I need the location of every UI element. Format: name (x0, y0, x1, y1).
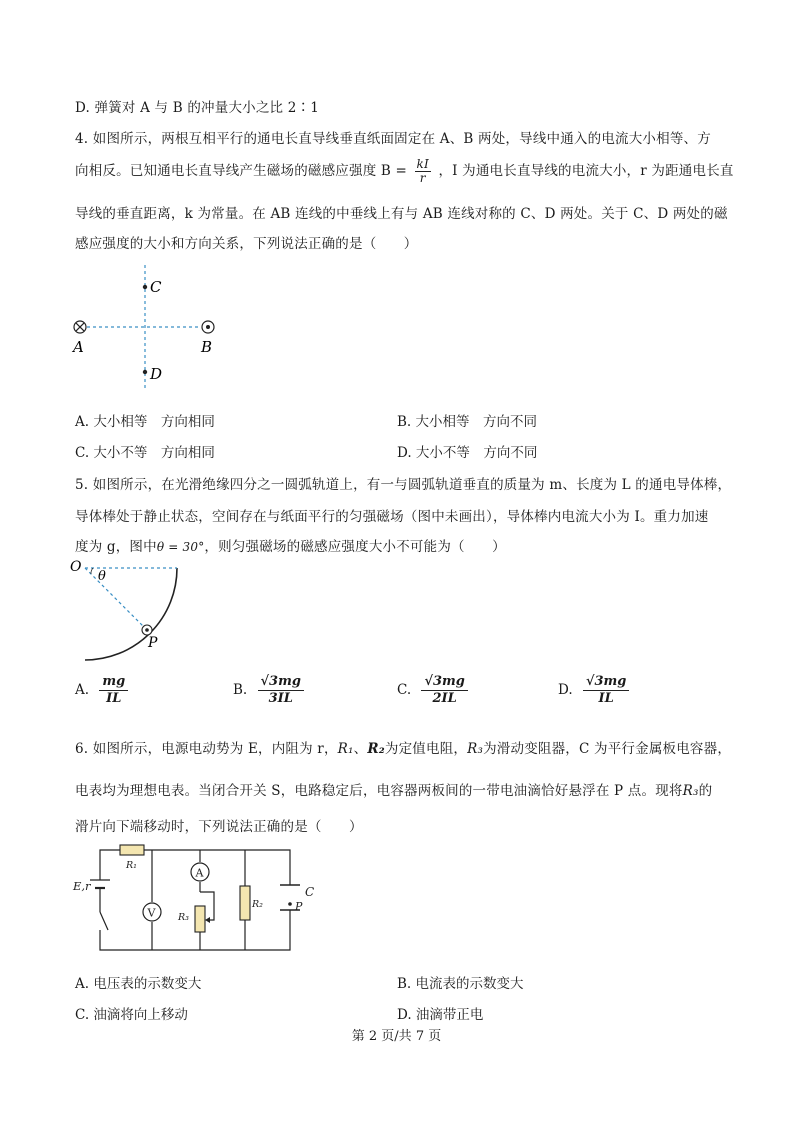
q6-line-2 (75, 779, 712, 799)
label-a: A (73, 338, 84, 356)
q5-option-a-fraction (99, 674, 128, 707)
q5-line-3-a: 度为 g，图中 (75, 539, 157, 555)
q6-r3-symbol: R₃ (467, 741, 484, 757)
q5-option-d (558, 674, 629, 707)
q4-option-d: D. 大小不等 方向不同 (397, 445, 538, 461)
label-b: B (201, 338, 213, 356)
q6-line-3: 滑片向下端移动时，下列说法正确的是（ ） (75, 819, 363, 835)
q6-option-b: B. 电流表的示数变大 (397, 976, 524, 992)
label-r2: R₂ (252, 899, 263, 910)
q6-separator: 、 (353, 741, 368, 757)
label-o: O (70, 559, 82, 575)
label-er: E,r (73, 879, 91, 893)
q5-line-3 (75, 535, 506, 555)
q5-theta-value: θ = 30° (156, 540, 205, 554)
q5-figure (68, 556, 198, 664)
q5-option-c-numerator: √3mg (421, 674, 467, 691)
q6-line-1-a: 6. 如图所示，电源电动势为 E，内阻为 r， (75, 741, 338, 757)
q5-option-c-denominator: 2IL (432, 691, 457, 706)
current-out-of-page-icon (202, 321, 214, 333)
q4-line-2 (75, 158, 734, 185)
q5-option-c-fraction (421, 674, 467, 707)
q5-line-3-b: ，则匀强磁场的磁感应强度大小不可能为（ ） (204, 539, 506, 555)
q6-line-1 (75, 737, 731, 757)
q5-option-d-numerator: √3mg (583, 674, 629, 691)
q4-formula-numerator: kI (416, 157, 429, 171)
q6-option-d: D. 油滴带正电 (397, 1007, 484, 1023)
q4-line-4: 感应强度的大小和方向关系，下列说法正确的是（ ） (75, 236, 418, 252)
label-v: V (147, 906, 156, 920)
resistor-r1 (120, 845, 144, 855)
point-c-dot (143, 285, 147, 289)
q5-option-a-letter: A. (75, 682, 90, 698)
q5-option-c-letter: C. (397, 682, 412, 698)
q5-option-a-numerator: mg (99, 674, 128, 691)
page-footer: 第 2 页/共 7 页 (351, 1029, 442, 1044)
q4-option-c: C. 大小不等 方向相同 (75, 445, 215, 461)
conductor-out-of-page-icon (142, 625, 152, 635)
q6-r2-symbol: R₂ (367, 741, 385, 757)
q6-line-1-c: 为滑动变阻器，C 为平行金属板电容器， (483, 741, 732, 757)
q6-circuit-figure (68, 840, 328, 960)
q5-option-b-letter: B. (233, 682, 248, 698)
label-a-meter: A (195, 866, 204, 880)
q4-figure (60, 262, 230, 392)
q6-option-a: A. 电压表的示数变大 (75, 976, 202, 992)
q6-line-1-b: 为定值电阻， (384, 741, 468, 757)
q4-line-1: 4. 如图所示，两根互相平行的通电长直导线垂直纸面固定在 A、B 两处，导线中通入的电流大小相等、方 (75, 131, 711, 147)
q4-line-2-a: 向相反。已知通电长直导线产生磁场的磁感应强度 B = (75, 163, 408, 179)
point-d-dot (143, 370, 147, 374)
q3-option-d: D. 弹簧对 A 与 B 的冲量大小之比 2∶1 (75, 100, 320, 116)
q5-radius-line (85, 568, 147, 630)
oil-drop-dot (288, 902, 292, 906)
theta-angle-arc (91, 568, 93, 574)
q5-line-1: 5. 如图所示，在光滑绝缘四分之一圆弧轨道上，有一与圆弧轨道垂直的质量为 m、长度为 L 的通电导体棒， (75, 477, 732, 493)
q4-option-a: A. 大小相等 方向相同 (75, 414, 215, 430)
ammeter-icon (191, 863, 209, 881)
q4-line-2-b: ，I 为通电长直导线的电流大小，r 为距通电长直 (438, 163, 734, 179)
switch-icon (100, 912, 108, 930)
q5-option-b-denominator: 3IL (268, 691, 293, 706)
q6-line-2-b: 的 (698, 783, 713, 799)
q5-option-d-denominator: IL (598, 691, 614, 706)
q5-option-c (397, 674, 468, 707)
q5-option-b (233, 674, 304, 707)
q5-option-b-fraction (258, 674, 304, 707)
label-c: C (150, 278, 162, 296)
q5-line-2: 导体棒处于静止状态，空间存在与纸面平行的匀强磁场（图中未画出），导体棒内电流大小为 I。重力加速 (75, 509, 709, 525)
battery-icon (90, 880, 110, 898)
resistor-r2 (240, 886, 250, 920)
label-c-cap: C (305, 885, 315, 899)
rheostat-r3 (195, 906, 210, 932)
q6-option-c: C. 油滴将向上移动 (75, 1007, 188, 1023)
q5-option-d-letter: D. (558, 682, 573, 698)
label-p: P (148, 635, 158, 651)
q5-option-a-denominator: IL (106, 691, 122, 706)
q4-formula (415, 158, 431, 185)
q6-line-2-a: 电表均为理想电表。当闭合开关 S，电路稳定后，电容器两板间的一带电油滴恰好悬浮在 P 点。现将 (75, 783, 683, 799)
q5-option-d-fraction (583, 674, 629, 707)
q4-formula-denominator: r (419, 171, 426, 185)
voltmeter-icon (143, 903, 161, 921)
label-r1: R₁ (126, 860, 137, 871)
q5-option-b-numerator: √3mg (258, 674, 304, 691)
q6-line-2-r-symbol: R₃ (682, 783, 699, 799)
label-d: D (150, 365, 163, 383)
q4-option-b: B. 大小相等 方向不同 (397, 414, 538, 430)
label-p-point: P (295, 900, 303, 913)
q4-line-3: 导线的垂直距离，k 为常量。在 AB 连线的中垂线上有与 AB 连线对称的 C、D 两处。关于 C、D 两处的磁 (75, 206, 728, 222)
current-into-page-icon (74, 321, 86, 333)
label-theta: θ (98, 569, 106, 584)
q6-r1-symbol: R₁ (337, 741, 354, 757)
q5-option-a (75, 674, 128, 707)
label-r3: R₃ (178, 912, 189, 923)
